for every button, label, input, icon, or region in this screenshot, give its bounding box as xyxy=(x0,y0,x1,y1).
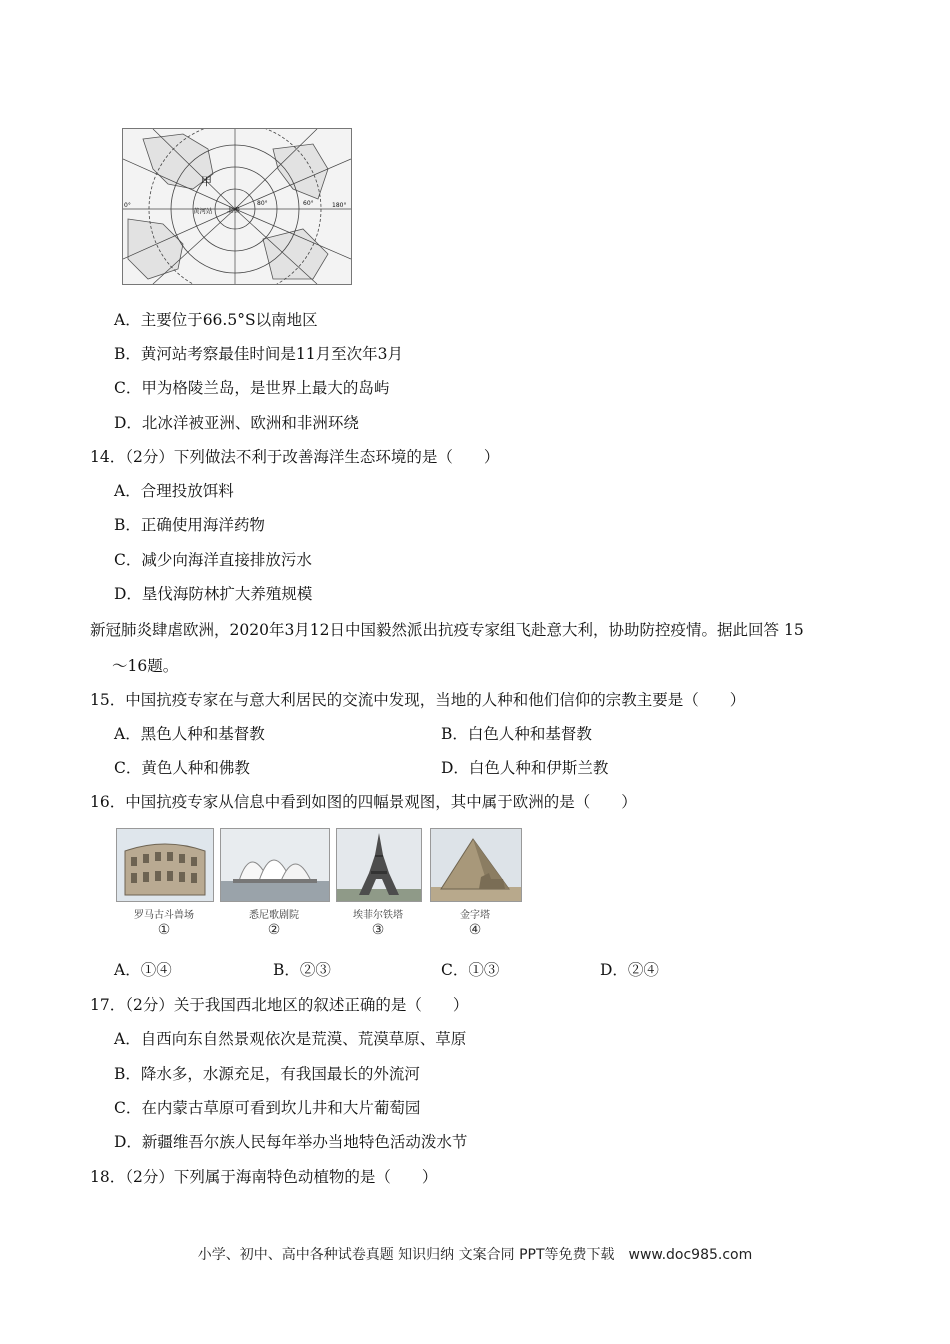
q16-option-c: C．①③ xyxy=(441,961,500,979)
map-label-pole: 北极 xyxy=(227,206,240,214)
photo-caption-1: 罗马古斗兽场 xyxy=(134,910,194,921)
q14-option-a: A．合理投放饵料 xyxy=(114,482,234,500)
arctic-map-figure xyxy=(122,128,352,285)
photo-caption-2: 悉尼歌剧院 xyxy=(249,910,299,921)
map-label-180: 180° xyxy=(332,202,347,209)
q16-option-d: D．②④ xyxy=(600,961,659,979)
photo-colosseum xyxy=(116,828,212,943)
q18-stem: 18．（2分）下列属于海南特色动植物的是（ ） xyxy=(90,1168,438,1186)
photo-number-2: ② xyxy=(267,922,281,938)
q14-option-c: C．减少向海洋直接排放污水 xyxy=(114,551,312,569)
intro-line-1: 新冠肺炎肆虐欧洲，2020年3月12日中国毅然派出抗疫专家组飞赴意大利，协助防控疫情。据此回答 15 xyxy=(90,621,804,639)
q14-option-b: B．正确使用海洋药物 xyxy=(114,516,265,534)
photo-number-4: ④ xyxy=(468,922,482,938)
q17-option-d: D．新疆维吾尔族人民每年举办当地特色活动泼水节 xyxy=(114,1133,468,1151)
photo-pyramid xyxy=(430,828,520,943)
q15-option-b: B．白色人种和基督教 xyxy=(441,725,592,743)
q17-stem: 17．（2分）关于我国西北地区的叙述正确的是（ ） xyxy=(90,996,469,1014)
map-label-station: 黄河站 xyxy=(193,207,213,215)
q13-option-d: D．北冰洋被亚洲、欧洲和非洲环绕 xyxy=(114,414,359,432)
q15-stem: 15．中国抗疫专家在与意大利居民的交流中发现，当地的人种和他们信仰的宗教主要是（ ） xyxy=(90,691,746,709)
map-label-jia: 甲 xyxy=(201,175,212,188)
q15-option-d: D．白色人种和伊斯兰教 xyxy=(441,759,609,777)
photo-number-3: ③ xyxy=(371,922,385,938)
photo-number-1: ① xyxy=(157,922,171,938)
map-label-60: 60° xyxy=(303,200,314,207)
intro-line-2: ～16题。 xyxy=(112,657,179,675)
photo-sydney-opera-house xyxy=(220,828,328,943)
q14-stem: 14．（2分）下列做法不利于改善海洋生态环境的是（ ） xyxy=(90,448,500,466)
q17-option-c: C．在内蒙古草原可看到坎儿井和大片葡萄园 xyxy=(114,1099,421,1117)
opera-house-image xyxy=(220,828,330,902)
landmark-photos xyxy=(116,828,520,943)
photo-caption-3: 埃菲尔铁塔 xyxy=(353,910,403,921)
photo-eiffel-tower xyxy=(336,828,420,943)
q13-option-c: C．甲为格陵兰岛，是世界上最大的岛屿 xyxy=(114,379,390,397)
colosseum-image xyxy=(116,828,214,902)
q13-option-a: A．主要位于66.5°S以南地区 xyxy=(114,311,318,329)
q17-option-b: B．降水多，水源充足，有我国最长的外流河 xyxy=(114,1065,420,1083)
q17-option-a: A．自西向东自然景观依次是荒漠、荒漠草原、草原 xyxy=(114,1030,467,1048)
map-label-0: 0° xyxy=(124,202,131,209)
q16-stem: 16．中国抗疫专家从信息中看到如图的四幅景观图，其中属于欧洲的是（ ） xyxy=(90,793,637,811)
q16-option-b: B．②③ xyxy=(273,961,331,979)
photo-caption-4: 金字塔 xyxy=(460,910,490,921)
map-label-80: 80° xyxy=(257,200,268,207)
eiffel-tower-image xyxy=(336,828,422,902)
page-footer: 小学、初中、高中各种试卷真题 知识归纳 文案合同 PPT等免费下载 www.doc985.com xyxy=(197,1247,753,1263)
q16-option-a: A．①④ xyxy=(114,961,172,979)
arctic-map-svg xyxy=(123,129,351,284)
q13-option-b: B．黄河站考察最佳时间是11月至次年3月 xyxy=(114,345,403,363)
pyramid-image xyxy=(430,828,522,902)
q15-option-a: A．黑色人种和基督教 xyxy=(114,725,265,743)
q15-option-c: C．黄色人种和佛教 xyxy=(114,759,250,777)
q14-option-d: D．垦伐海防林扩大养殖规模 xyxy=(114,585,313,603)
